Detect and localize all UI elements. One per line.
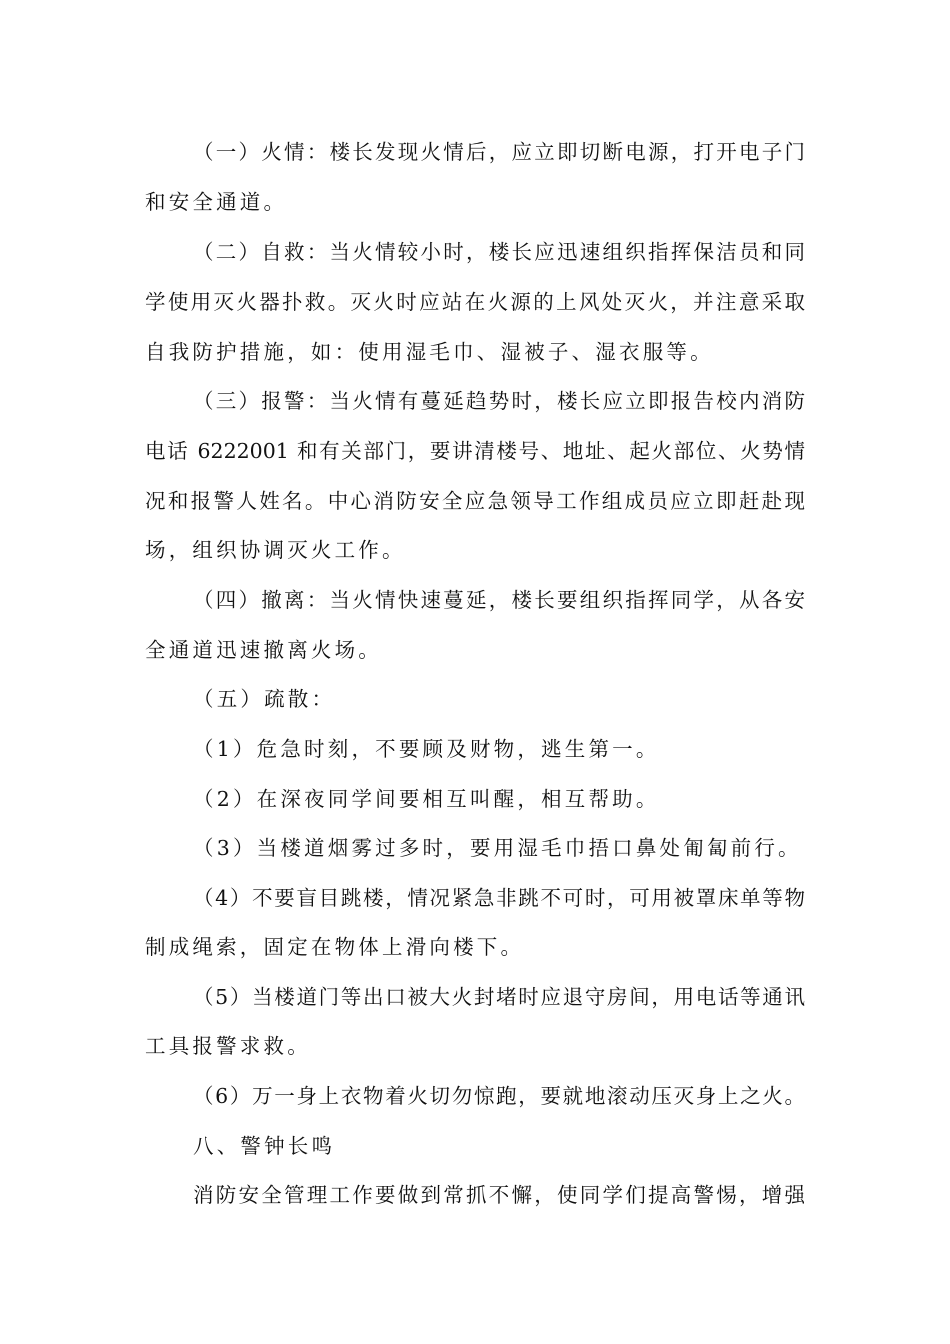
list-item: （6）万一身上衣物着火切勿惊跑，要就地滚动压灭身上之火。: [193, 1084, 805, 1108]
list-item-continuation: 制成绳索，固定在物体上滑向楼下。: [145, 935, 525, 959]
paragraph-line: 场，组织协调灭火工作。: [145, 538, 406, 562]
paragraph-line: （一）火情：楼长发现火情后，应立即切断电源，打开电子门: [193, 140, 805, 164]
paragraph-line: 自我防护措施，如：使用湿毛巾、湿被子、湿衣服等。: [145, 340, 714, 364]
list-item: （2）在深夜同学间要相互叫醒，相互帮助。: [193, 787, 660, 811]
paragraph-line: 和安全通道。: [145, 190, 288, 214]
paragraph-line: 电话 6222001 和有关部门，要讲清楼号、地址、起火部位、火势情: [145, 439, 805, 463]
paragraph-line: （二）自救：当火情较小时，楼长应迅速组织指挥保洁员和同: [193, 240, 805, 264]
paragraph-line: 况和报警人姓名。中心消防安全应急领导工作组成员应立即赶赴现: [145, 489, 805, 513]
list-item: （3）当楼道烟雾过多时，要用湿毛巾捂口鼻处匍匐前行。: [193, 836, 802, 860]
list-item: （4）不要盲目跳楼，情况紧急非跳不可时，可用被罩床单等物: [193, 886, 805, 910]
section-heading: （五）疏散：: [193, 687, 336, 711]
list-item-continuation: 工具报警求救。: [145, 1034, 311, 1058]
section-heading: 八、警钟长鸣: [193, 1134, 336, 1158]
list-item: （1）危急时刻，不要顾及财物，逃生第一。: [193, 737, 660, 761]
list-item: （5）当楼道门等出口被大火封堵时应退守房间，用电话等通讯: [193, 985, 805, 1009]
paragraph-line: （四）撤离：当火情快速蔓延，楼长要组织指挥同学，从各安: [193, 588, 805, 612]
paragraph-line: 学使用灭火器扑救。灭火时应站在火源的上风处灭火，并注意采取: [145, 290, 805, 314]
paragraph-line: 消防安全管理工作要做到常抓不懈，使同学们提高警惕，增强: [193, 1183, 805, 1207]
paragraph-line: （三）报警：当火情有蔓延趋势时，楼长应立即报告校内消防: [193, 389, 805, 413]
paragraph-line: 全通道迅速撤离火场。: [145, 638, 382, 662]
